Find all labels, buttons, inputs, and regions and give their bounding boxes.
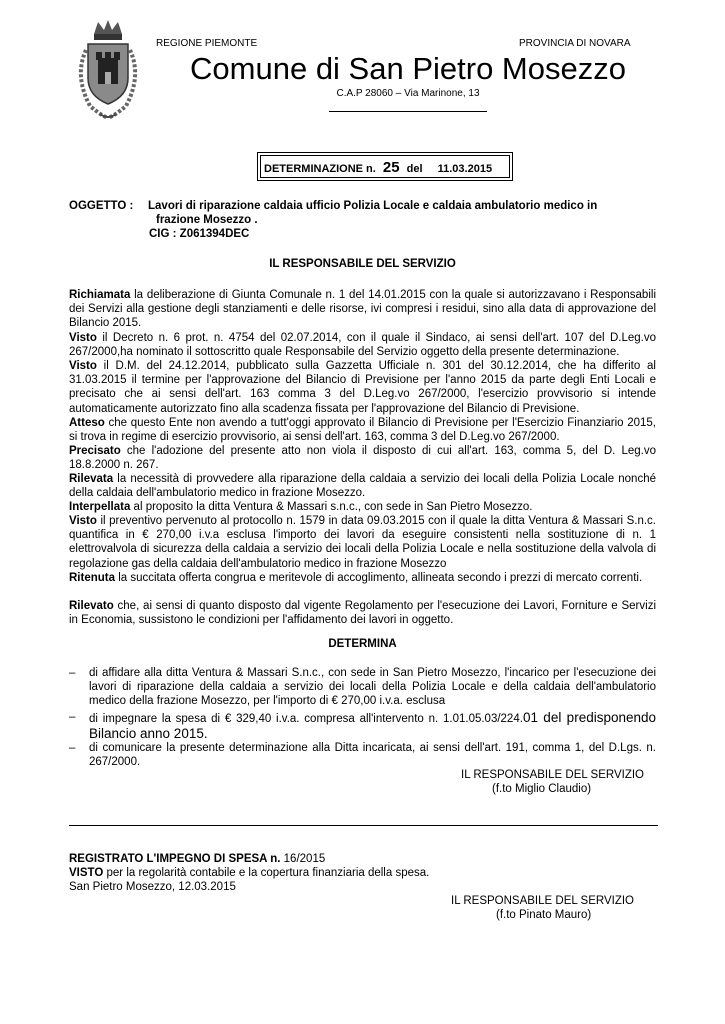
para-visto-dm: Visto il D.M. del 24.12.2014, pubblicato sulla Gazzetta Ufficiale n. 301 del 30.12.2014, che ha differito al 31.03.2015 il termine per l'approvazione del Bilancio di Previsione per l'anno 2015 da parte degli Enti Locali e precisato che ai sensi dell'art. 163 comma 3 del D.Leg.vo 267/2000, l'esercizio provvisorio si intende automaticamente autorizzato fino alla scadenza fissata per l'approvazione del Bilancio di Previsione. [69, 360, 656, 415]
determination-label: DETERMINAZIONE n. [264, 163, 376, 175]
para-interpellata: Interpellata al proposito la ditta Ventura & Massari s.n.c., con sede in San Pietro Mosezzo. [69, 501, 533, 513]
visto-line: VISTO per la regolarità contabile e la copertura finanziaria della spesa. [69, 867, 430, 879]
signature-name-1: (f.to Miglio Claudio) [492, 783, 592, 795]
para-richiamata: Richiamata la deliberazione di Giunta Comunale n. 1 del 14.01.2015 con la quale si autorizzavano i Responsabili dei Servizi alla gestione degli stanziamenti e delle risorse, ivi compresi i residui, sino alla data di approvazione del Bilancio 2015. [69, 289, 656, 330]
address-underline [329, 111, 487, 112]
province-label: PROVINCIA DI NOVARA [519, 38, 631, 49]
determina-item-2: – di impegnare la spesa di € 329,40 i.v.a. compresa all'intervento n. 1.01.05.03/224.01 del predisponendo Bilancio anno 2015. [69, 710, 657, 742]
para-rilevato: Rilevato che, ai sensi di quanto disposto dal vigente Regolamento per l'esecuzione dei Lavori, Forniture e Servizi in Economia, sussistono le condizioni per l'affidamento dei lavori in oggetto. [69, 600, 656, 627]
signature-title-1: IL RESPONSABILE DEL SERVIZIO [461, 769, 645, 781]
determina-item-1: – di affidare alla ditta Ventura & Massari S.n.c., con sede in San Pietro Mosezzo, l'incarico per l'esecuzione dei lavori di riparazione della caldaia a servizio dei locali della Polizia Locale e della caldaia dell'ambulatorio medico della frazione Mosezzo, per l'importo di € 270,00 i.v.a. esclusa [69, 667, 656, 708]
determina-item-3: – di comunicare la presente determinazione alla Ditta incaricata, ai sensi dell'art. 191, comma 1, del D.Lgs. n. 267/2000. [69, 742, 656, 769]
determination-box [257, 152, 513, 181]
para-visto-decreto: Visto il Decreto n. 6 prot. n. 4754 del 02.07.2014, con il quale il Sindaco, ai sensi dell'art. 107 del D.Leg.vo 267/2000,ha nominato il sottoscritto quale Responsabile del Servizio oggetto della presente determinazione. [69, 332, 656, 359]
municipality-title: Comune di San Pietro Mosezzo [190, 51, 626, 86]
region-label: REGIONE PIEMONTE [156, 38, 258, 49]
coat-of-arms [72, 20, 144, 122]
oggetto-cig: CIG : Z061394DEC [149, 228, 250, 240]
registration-line: REGISTRATO L'IMPEGNO DI SPESA n. 16/2015 [69, 853, 326, 865]
determina-title: DETERMINA [328, 638, 397, 650]
para-ritenuta: Ritenuta la succitata offerta congrua e meritevole di accoglimento, allineata secondo i prezzi di mercato correnti. [69, 572, 643, 584]
oggetto-line2: frazione Mosezzo . [156, 214, 258, 226]
determination-del: del [406, 163, 423, 175]
oggetto-label: OGGETTO : [69, 200, 134, 212]
para-visto-preventivo: Visto il preventivo pervenuto al protocollo n. 1579 in data 09.03.2015 con il quale la ditta Ventura & Massari S.n.c. quantifica in € 270,00 i.v.a esclusa l'importo dei lavori da eseguire consistenti nella sostituzione di n. 1 elettrovalvola di sicurezza della caldaia a servizio dei locali della Polizia Locale e nella sostituzione della valvola di regolazione gas della caldaia dell'ambulatorio medico in frazione Mosezzo [69, 515, 656, 570]
oggetto-line1: Lavori di riparazione caldaia ufficio Polizia Locale e caldaia ambulatorio medico in [148, 200, 598, 212]
determination-date: 11.03.2015 [437, 163, 493, 175]
determination-number: 25 [382, 159, 400, 176]
address: C.A.P 28060 – Via Marinone, 13 [336, 88, 480, 99]
para-precisato: Precisato che l'adozione del presente atto non viola il disposto di cui all'art. 163, comma 5, del D. Leg.vo 18.8.2000 n. 267. [69, 445, 656, 472]
signature-name-2: (f.to Pinato Mauro) [496, 909, 592, 921]
place-date: San Pietro Mosezzo, 12.03.2015 [69, 881, 236, 893]
section-title: IL RESPONSABILE DEL SERVIZIO [269, 258, 456, 270]
signature-title-2: IL RESPONSABILE DEL SERVIZIO [451, 895, 635, 907]
separator-line [69, 825, 658, 826]
para-atteso: Atteso che questo Ente non avendo a tutt'oggi approvato il Bilancio di Previsione per l'Esercizio Finanziario 2015, si trova in regime di esercizio provvisorio, ai sensi dell'art. 163, comma 3 del D.Leg.vo 267/2000. [69, 417, 656, 444]
para-rilevata: Rilevata la necessità di provvedere alla riparazione della caldaia a servizio dei locali della Polizia Locale nonché della caldaia dell'ambulatorio medico in frazione Mosezzo. [69, 473, 656, 500]
